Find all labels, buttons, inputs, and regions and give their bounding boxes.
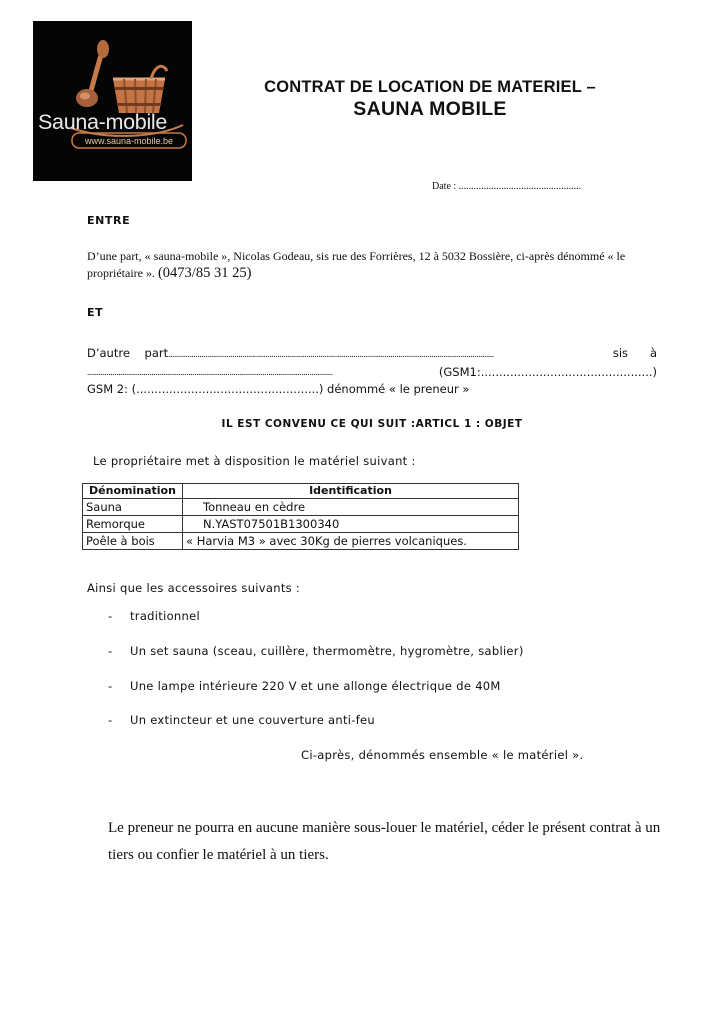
material-table bbox=[82, 483, 519, 550]
sauna-mobile-logo bbox=[33, 21, 192, 181]
tenant-line-3: GSM 2: (..................................................) dénommé « le preneur » bbox=[87, 382, 470, 396]
table-row bbox=[83, 499, 519, 516]
logo-name: Sauna-mobile bbox=[38, 110, 168, 134]
table-row bbox=[83, 516, 519, 533]
tenant-address-dots: .............................................................................................................................. bbox=[87, 366, 333, 377]
list-item-text: traditionnel bbox=[130, 609, 200, 623]
entre-text: D’une part, « sauna-mobile », Nicolas Godeau, sis rue des Forrières, 12 à 5032 Bossière, ci-après dénommé « le propriétaire ». bbox=[87, 249, 626, 280]
et-heading: ET bbox=[87, 306, 104, 319]
tenant-line-2 bbox=[87, 364, 657, 382]
table-header-denomination: Dénomination bbox=[83, 484, 183, 499]
tenant-line-1 bbox=[87, 345, 657, 364]
entre-heading: ENTRE bbox=[87, 214, 131, 227]
tenant-part-label: part bbox=[144, 346, 169, 360]
table-cell: « Harvia M3 » avec 30Kg de pierres volcaniques. bbox=[183, 533, 519, 550]
list-bullet: - bbox=[108, 609, 113, 623]
list-item-text: Un set sauna (sceau, cuillère, thermomètre, hygromètre, sablier) bbox=[130, 644, 524, 658]
list-item-text: Un extincteur et une couverture anti-feu bbox=[130, 713, 376, 727]
tenant-gsm1: (GSM1:...............................................) bbox=[438, 364, 657, 379]
tenant-block bbox=[87, 345, 657, 399]
table-cell: Remorque bbox=[83, 516, 183, 533]
list-item bbox=[108, 679, 501, 693]
accessories-intro: Ainsi que les accessoires suivants : bbox=[87, 581, 301, 595]
logo-url: www.sauna-mobile.be bbox=[84, 136, 174, 146]
document-title-line2: SAUNA MOBILE bbox=[353, 98, 507, 120]
list-item bbox=[108, 644, 524, 658]
final-clause: Le preneur ne pourra en aucune manière sous-louer le matériel, céder le présent contrat à un tiers ou confier le matériel à un tiers. bbox=[108, 820, 661, 863]
owner-phone: (0473/85 31 25) bbox=[157, 265, 252, 281]
sauna-bucket-ladle-icon bbox=[33, 21, 192, 181]
table-row bbox=[83, 533, 519, 550]
list-item bbox=[108, 713, 375, 727]
list-item-text: Une lampe intérieure 220 V et une allonge électrique de 40M bbox=[130, 679, 501, 693]
document-title-line1: CONTRAT DE LOCATION DE MATERIEL – bbox=[264, 78, 596, 96]
material-intro: Le propriétaire met à disposition le matériel suivant : bbox=[93, 454, 416, 468]
tenant-name-dots: ....................................................................................................................................................................... bbox=[168, 349, 494, 359]
list-bullet: - bbox=[108, 644, 113, 658]
table-cell: Sauna bbox=[83, 499, 183, 516]
table-header-identification: Identification bbox=[183, 484, 519, 499]
date-line: Date : ................................................. bbox=[432, 181, 582, 192]
table-cell: Tonneau en cèdre bbox=[183, 499, 519, 516]
table-cell: N.YAST07501B1300340 bbox=[183, 516, 519, 533]
article-heading: IL EST CONVENU CE QUI SUIT :ARTICL 1 : OBJET bbox=[221, 418, 523, 430]
tenant-autre-label: D’autre bbox=[87, 346, 130, 360]
list-item bbox=[108, 609, 200, 623]
list-bullet: - bbox=[108, 713, 113, 727]
list-bullet: - bbox=[108, 679, 113, 693]
table-cell: Poêle à bois bbox=[83, 533, 183, 550]
materials-ensemble-note: Ci-après, dénommés ensemble « le matériel ». bbox=[301, 748, 584, 762]
entre-paragraph bbox=[87, 248, 667, 282]
table-header-row bbox=[83, 484, 519, 499]
tenant-sis-label: sis à bbox=[612, 346, 657, 360]
